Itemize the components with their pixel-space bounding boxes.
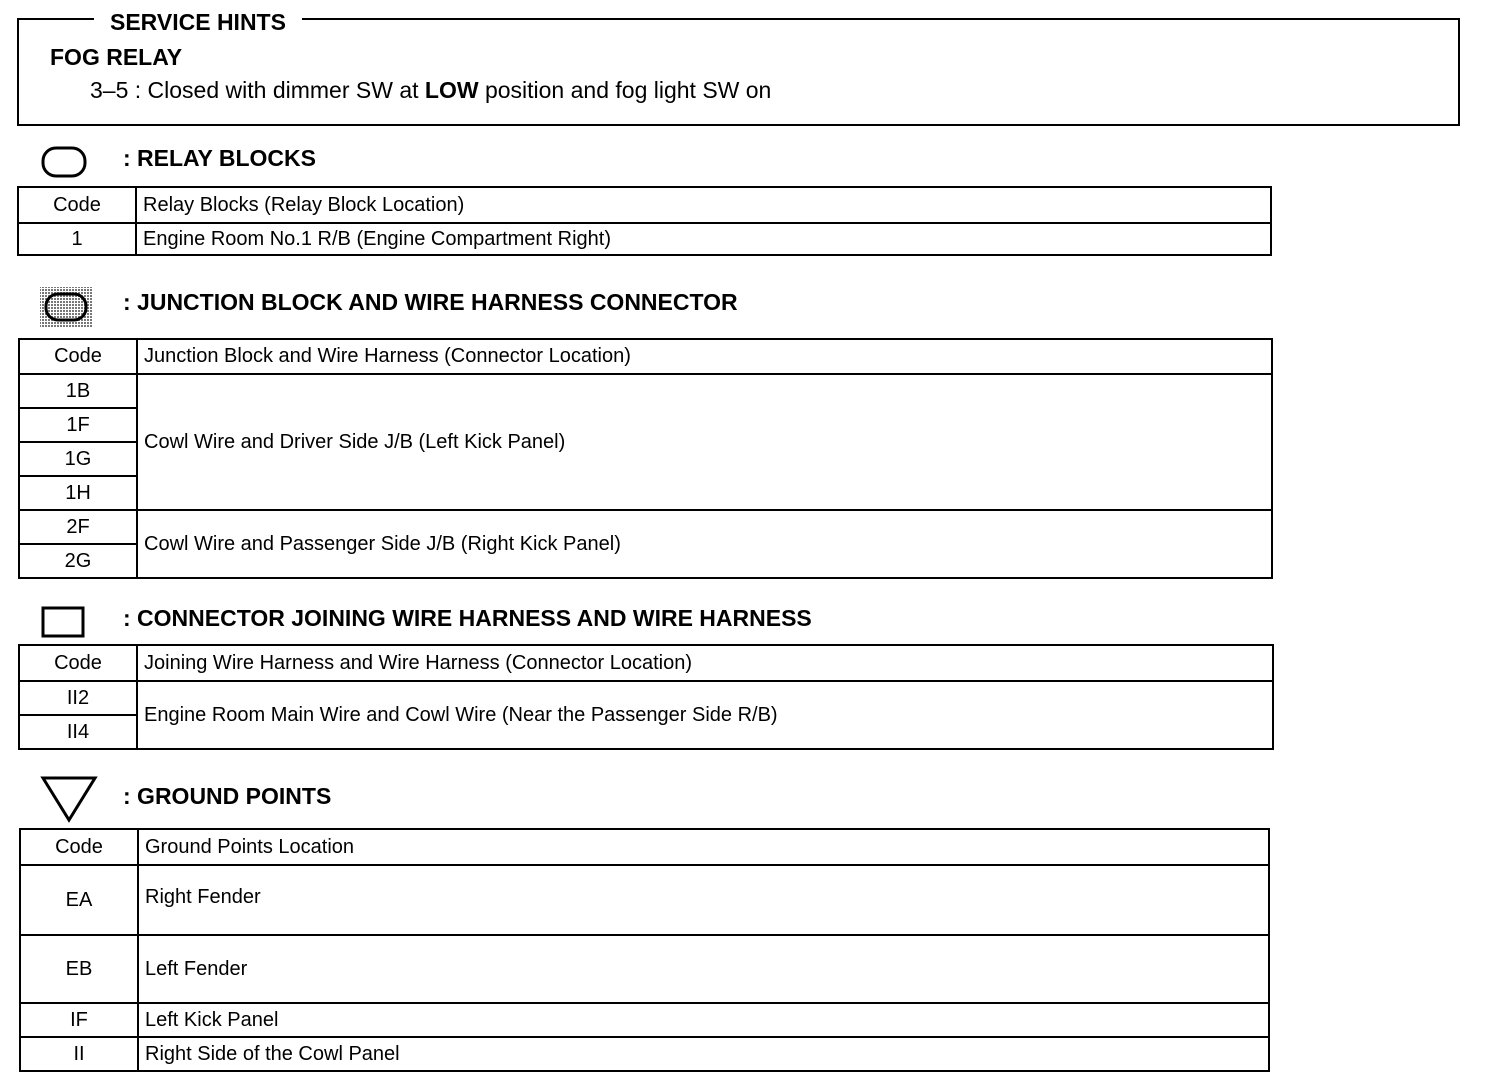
- connector-header-desc: Joining Wire Harness and Wire Harness (Connector Location): [137, 645, 1273, 681]
- ground-header-code: Code: [20, 829, 138, 865]
- junction-code: 2F: [19, 510, 137, 544]
- hint-text-prefix: 3–5 : Closed with dimmer SW at: [90, 77, 425, 103]
- ground-desc: Right Fender: [138, 865, 1269, 935]
- junction-block-heading: : JUNCTION BLOCK AND WIRE HARNESS CONNECTOR: [123, 289, 738, 315]
- relay-code: 1: [18, 223, 136, 255]
- table-row: [20, 865, 1269, 935]
- relay-header-code: Code: [18, 187, 136, 223]
- relay-header-desc: Relay Blocks (Relay Block Location): [136, 187, 1271, 223]
- table-row: [19, 510, 1272, 544]
- connector-table: [18, 644, 1274, 750]
- junction-block-table: [18, 338, 1273, 579]
- fog-relay-hint: [90, 77, 771, 104]
- fog-relay-heading: FOG RELAY: [50, 44, 183, 70]
- connector-code: II4: [19, 715, 137, 749]
- relay-desc: Engine Room No.1 R/B (Engine Compartment Right): [136, 223, 1271, 255]
- ground-points-heading: : GROUND POINTS: [123, 783, 332, 809]
- ground-triangle-icon: [40, 774, 100, 826]
- table-row: [20, 1037, 1269, 1071]
- connector-code: II2: [19, 681, 137, 715]
- ground-code: EB: [20, 935, 138, 1003]
- connector-square-icon: [40, 605, 88, 639]
- junction-block-icon: [39, 286, 93, 328]
- ground-header-desc: Ground Points Location: [138, 829, 1269, 865]
- ground-code: EA: [20, 865, 138, 935]
- hint-text-suffix: position and fog light SW on: [478, 77, 772, 103]
- connector-header-code: Code: [19, 645, 137, 681]
- ground-code: II: [20, 1037, 138, 1071]
- connector-heading: : CONNECTOR JOINING WIRE HARNESS AND WIRE HARNESS: [123, 605, 812, 631]
- ground-desc: Left Kick Panel: [138, 1003, 1269, 1037]
- ground-desc: Right Side of the Cowl Panel: [138, 1037, 1269, 1071]
- junction-code: 2G: [19, 544, 137, 578]
- junction-header-desc: Junction Block and Wire Harness (Connector Location): [137, 339, 1272, 374]
- junction-code: 1F: [19, 408, 137, 442]
- table-row: [19, 681, 1273, 715]
- service-hints-title: SERVICE HINTS: [94, 7, 302, 37]
- junction-code: 1G: [19, 442, 137, 476]
- junction-desc: Cowl Wire and Driver Side J/B (Left Kick Panel): [137, 374, 1272, 510]
- junction-desc: Cowl Wire and Passenger Side J/B (Right Kick Panel): [137, 510, 1272, 578]
- table-row: [19, 374, 1272, 408]
- junction-code: 1B: [19, 374, 137, 408]
- ground-points-table: [19, 828, 1270, 1072]
- table-row: [18, 223, 1271, 255]
- hint-text-bold: LOW: [424, 77, 479, 103]
- table-row: [20, 935, 1269, 1003]
- table-row: [20, 1003, 1269, 1037]
- junction-header-code: Code: [19, 339, 137, 374]
- ground-code: IF: [20, 1003, 138, 1037]
- relay-blocks-table: [17, 186, 1272, 256]
- relay-blocks-heading: : RELAY BLOCKS: [123, 145, 316, 171]
- junction-code: 1H: [19, 476, 137, 510]
- relay-block-icon: [40, 145, 90, 179]
- connector-desc: Engine Room Main Wire and Cowl Wire (Near the Passenger Side R/B): [137, 681, 1273, 749]
- ground-desc: Left Fender: [138, 935, 1269, 1003]
